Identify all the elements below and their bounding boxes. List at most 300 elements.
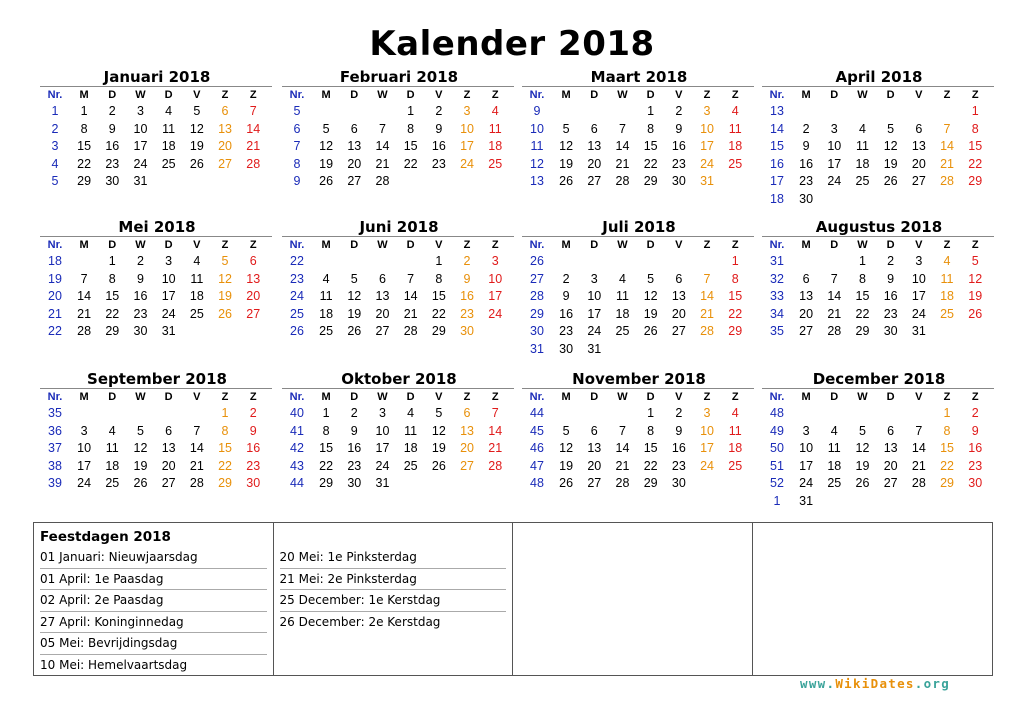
day-cell: 1 <box>322 406 330 421</box>
day-cell: 12 <box>968 271 983 286</box>
week-number: 24 <box>290 289 304 304</box>
day-cell: 25 <box>403 458 418 473</box>
weekday-header: D <box>108 88 117 101</box>
week-number: 1 <box>773 493 781 508</box>
day-cell: 29 <box>968 174 983 189</box>
day-cell: 8 <box>943 423 951 438</box>
weekday-header: W <box>857 238 868 251</box>
day-cell: 18 <box>161 139 176 154</box>
day-cell: 27 <box>587 174 602 189</box>
day-cell: 23 <box>133 306 148 321</box>
day-cell: 25 <box>728 458 743 473</box>
day-cell: 17 <box>799 458 814 473</box>
week-number: 29 <box>530 306 544 321</box>
holidays-column-2 <box>274 523 514 675</box>
weekday-header: W <box>377 390 388 403</box>
week-number: 10 <box>530 121 544 136</box>
day-cell: 7 <box>943 121 951 136</box>
week-row <box>762 323 994 341</box>
day-cell: 21 <box>189 458 204 473</box>
week-number: 35 <box>48 406 62 421</box>
weekday-header: D <box>350 88 359 101</box>
weekday-header: V <box>675 238 683 251</box>
day-cell: 9 <box>675 121 683 136</box>
weekday-header: Z <box>943 390 951 403</box>
day-cell: 3 <box>378 406 386 421</box>
day-cell: 26 <box>559 476 574 491</box>
day-cell: 17 <box>911 289 926 304</box>
day-cell: 27 <box>161 476 176 491</box>
day-cell: 11 <box>488 121 502 136</box>
week-number: 9 <box>533 104 541 119</box>
day-cell: 18 <box>189 289 204 304</box>
weekday-header: V <box>915 238 923 251</box>
week-row <box>282 103 514 121</box>
month-grid <box>522 236 754 358</box>
day-cell: 15 <box>431 289 446 304</box>
day-cell: 3 <box>703 104 711 119</box>
day-cell: 19 <box>883 156 898 171</box>
month-grid <box>282 388 514 493</box>
weekday-header: V <box>915 390 923 403</box>
month-block <box>522 68 750 191</box>
day-cell: 11 <box>827 441 841 456</box>
day-cell: 18 <box>827 458 842 473</box>
day-cell: 5 <box>193 104 201 119</box>
day-cell: 30 <box>968 476 983 491</box>
week-row <box>522 121 754 139</box>
month-title: Juli 2018 <box>602 218 676 236</box>
day-cell: 15 <box>77 139 92 154</box>
week-row <box>282 405 514 423</box>
day-cell: 7 <box>703 271 711 286</box>
day-cell: 15 <box>403 139 418 154</box>
day-cell: 13 <box>587 441 602 456</box>
week-number: 27 <box>530 271 544 286</box>
day-cell: 16 <box>559 306 574 321</box>
month-title: November 2018 <box>572 370 706 388</box>
weekday-header: M <box>79 238 89 251</box>
day-cell: 29 <box>728 324 743 339</box>
day-cell: 18 <box>728 139 743 154</box>
weekday-header-row <box>282 237 514 253</box>
day-cell: 29 <box>218 476 232 491</box>
day-cell: 16 <box>671 139 686 154</box>
week-number: 32 <box>770 271 784 286</box>
day-cell: 28 <box>246 156 261 171</box>
day-cell: 21 <box>246 139 261 154</box>
day-cell: 28 <box>700 324 714 339</box>
month-block <box>40 68 268 191</box>
weekday-header: D <box>164 238 173 251</box>
website-prefix: www. <box>800 676 836 691</box>
day-cell: 6 <box>887 423 895 438</box>
weekday-header: D <box>886 390 895 403</box>
week-number-header: Nr. <box>769 390 785 403</box>
week-number: 46 <box>530 441 544 456</box>
day-cell: 22 <box>105 306 120 321</box>
day-cell: 26 <box>968 306 983 321</box>
day-cell: 3 <box>915 254 923 269</box>
week-row <box>40 323 272 341</box>
month-grid <box>40 86 272 191</box>
week-number: 47 <box>530 458 544 473</box>
day-cell: 23 <box>671 156 686 171</box>
day-cell: 13 <box>161 441 176 456</box>
day-cell: 28 <box>488 458 503 473</box>
day-cell: 23 <box>968 458 983 473</box>
day-cell: 29 <box>105 324 120 339</box>
day-cell: 2 <box>971 406 979 421</box>
month-block <box>40 218 268 341</box>
week-row <box>522 458 754 476</box>
week-row <box>762 173 994 191</box>
weekday-header: D <box>406 238 415 251</box>
day-cell: 31 <box>587 341 602 356</box>
day-cell: 10 <box>587 289 602 304</box>
week-row <box>522 306 754 324</box>
day-cell: 21 <box>911 458 926 473</box>
day-cell: 28 <box>403 324 418 339</box>
week-number: 31 <box>770 254 784 269</box>
weekday-header: Z <box>249 238 257 251</box>
weekday-header-row <box>282 389 514 405</box>
week-row <box>522 253 754 271</box>
day-cell: 4 <box>830 423 838 438</box>
day-cell: 9 <box>136 271 144 286</box>
day-cell: 4 <box>491 104 499 119</box>
day-cell: 21 <box>827 306 842 321</box>
week-number: 26 <box>530 254 544 269</box>
day-cell: 6 <box>249 254 257 269</box>
day-cell: 20 <box>375 306 390 321</box>
weekday-header: M <box>801 390 811 403</box>
month-title: Augustus 2018 <box>815 218 943 236</box>
day-cell: 20 <box>460 441 474 456</box>
day-cell: 30 <box>246 476 261 491</box>
weekday-header: Z <box>249 88 257 101</box>
day-cell: 22 <box>643 458 658 473</box>
day-cell: 4 <box>165 104 173 119</box>
month-title: Maart 2018 <box>590 68 688 86</box>
month-title: Juni 2018 <box>359 218 439 236</box>
weekday-header: V <box>193 88 201 101</box>
weekday-header: D <box>590 390 599 403</box>
day-cell: 1 <box>858 254 866 269</box>
week-row <box>522 173 754 191</box>
month-grid <box>40 236 272 341</box>
day-cell: 25 <box>161 156 176 171</box>
day-cell: 17 <box>375 441 390 456</box>
week-number: 18 <box>48 254 62 269</box>
day-cell: 27 <box>911 174 926 189</box>
week-row <box>522 156 754 174</box>
holidays-table <box>33 522 993 676</box>
day-cell: 15 <box>855 289 870 304</box>
week-number-header: Nr. <box>47 390 63 403</box>
day-cell: 13 <box>460 423 474 438</box>
website-link[interactable] <box>800 676 950 691</box>
day-cell: 12 <box>347 289 362 304</box>
day-cell: 1 <box>731 254 739 269</box>
day-cell: 9 <box>350 423 358 438</box>
week-number-header: Nr. <box>529 88 545 101</box>
week-row <box>762 156 994 174</box>
week-row <box>40 103 272 121</box>
week-row <box>762 475 994 493</box>
day-cell: 18 <box>105 458 120 473</box>
day-cell: 21 <box>77 306 92 321</box>
day-cell: 9 <box>435 121 443 136</box>
week-row <box>762 103 994 121</box>
day-cell: 1 <box>435 254 443 269</box>
weekday-header: V <box>193 238 201 251</box>
weekday-header: D <box>646 390 655 403</box>
week-row <box>40 405 272 423</box>
day-cell: 18 <box>319 306 334 321</box>
weekday-header: V <box>915 88 923 101</box>
day-cell: 26 <box>883 174 898 189</box>
day-cell: 28 <box>615 476 630 491</box>
day-cell: 16 <box>671 441 686 456</box>
day-cell: 15 <box>319 441 334 456</box>
day-cell: 22 <box>77 156 92 171</box>
day-cell: 25 <box>105 476 120 491</box>
day-cell: 28 <box>827 324 842 339</box>
weekday-header: Z <box>491 238 499 251</box>
weekday-header: Z <box>731 238 739 251</box>
holiday-item: 01 Januari: Nieuwjaarsdag <box>40 547 267 569</box>
week-number: 1 <box>51 104 59 119</box>
weekday-header: D <box>164 88 173 101</box>
holidays-column-1 <box>34 523 274 675</box>
week-number: 16 <box>770 156 784 171</box>
day-cell: 16 <box>133 289 148 304</box>
week-row <box>282 306 514 324</box>
day-cell: 12 <box>559 441 574 456</box>
weekday-header: D <box>350 390 359 403</box>
week-row <box>282 121 514 139</box>
day-cell: 6 <box>802 271 810 286</box>
day-cell: 1 <box>971 104 979 119</box>
weekday-header: W <box>857 390 868 403</box>
weekday-header: D <box>590 238 599 251</box>
week-row <box>282 173 514 191</box>
day-cell: 5 <box>562 121 570 136</box>
week-number: 12 <box>530 156 544 171</box>
day-cell: 19 <box>347 306 362 321</box>
week-number-header: Nr. <box>289 390 305 403</box>
day-cell: 7 <box>830 271 838 286</box>
weekday-header: D <box>830 88 839 101</box>
day-cell: 15 <box>940 441 954 456</box>
day-cell: 4 <box>731 406 739 421</box>
month-title: September 2018 <box>87 370 227 388</box>
day-cell: 31 <box>799 493 814 508</box>
day-cell: 5 <box>435 406 443 421</box>
weekday-header: Z <box>943 88 951 101</box>
week-row <box>522 271 754 289</box>
day-cell: 23 <box>671 458 686 473</box>
month-title: Oktober 2018 <box>341 370 457 388</box>
holidays-column-4 <box>753 523 993 675</box>
day-cell: 14 <box>403 289 418 304</box>
month-grid <box>762 86 994 208</box>
day-cell: 18 <box>940 289 954 304</box>
week-number: 28 <box>530 289 544 304</box>
day-cell: 20 <box>799 306 814 321</box>
holiday-item: 20 Mei: 1e Pinksterdag <box>280 547 507 569</box>
week-row <box>282 288 514 306</box>
week-row <box>762 306 994 324</box>
week-row <box>762 493 994 511</box>
day-cell: 1 <box>943 406 951 421</box>
day-cell: 7 <box>915 423 923 438</box>
day-cell: 26 <box>559 174 574 189</box>
week-row <box>762 423 994 441</box>
month-grid <box>282 236 514 341</box>
day-cell: 13 <box>218 121 232 136</box>
day-cell: 14 <box>77 289 92 304</box>
week-row <box>282 440 514 458</box>
weekday-header-row <box>522 389 754 405</box>
week-row <box>762 440 994 458</box>
weekday-header: D <box>646 88 655 101</box>
day-cell: 29 <box>643 476 658 491</box>
day-cell: 9 <box>802 139 810 154</box>
month-block <box>282 68 510 191</box>
day-cell: 5 <box>221 254 229 269</box>
holiday-item: 27 April: Koninginnedag <box>40 612 267 634</box>
day-cell: 30 <box>671 476 686 491</box>
weekday-header-row <box>762 237 994 253</box>
day-cell: 18 <box>403 441 418 456</box>
day-cell: 30 <box>883 324 898 339</box>
day-cell: 15 <box>643 139 658 154</box>
week-row <box>762 121 994 139</box>
weekday-header: M <box>561 88 571 101</box>
weekday-header: W <box>617 390 628 403</box>
week-number: 44 <box>530 406 544 421</box>
month-grid <box>522 86 754 191</box>
weekday-header: M <box>79 390 89 403</box>
day-cell: 8 <box>407 121 415 136</box>
day-cell: 16 <box>799 156 814 171</box>
holiday-item: 26 December: 2e Kerstdag <box>279 614 441 629</box>
week-row <box>762 288 994 306</box>
holiday-item: 10 Mei: Hemelvaartsdag <box>40 657 188 672</box>
day-cell: 27 <box>246 306 261 321</box>
weekday-header: Z <box>491 390 499 403</box>
day-cell: 4 <box>943 254 951 269</box>
day-cell: 19 <box>855 458 870 473</box>
day-cell: 20 <box>883 458 898 473</box>
weekday-header: D <box>590 88 599 101</box>
day-cell: 5 <box>562 423 570 438</box>
day-cell: 22 <box>728 306 743 321</box>
week-row <box>40 458 272 476</box>
day-cell: 16 <box>347 441 362 456</box>
week-row <box>282 458 514 476</box>
weekday-header-row <box>40 389 272 405</box>
day-cell: 16 <box>460 289 474 304</box>
day-cell: 14 <box>911 441 926 456</box>
day-cell: 8 <box>858 271 866 286</box>
day-cell: 19 <box>133 458 148 473</box>
week-row <box>40 271 272 289</box>
day-cell: 30 <box>105 174 120 189</box>
day-cell: 29 <box>431 324 446 339</box>
weekday-header: D <box>350 238 359 251</box>
day-cell: 22 <box>940 458 954 473</box>
day-cell: 16 <box>968 441 983 456</box>
day-cell: 23 <box>559 324 574 339</box>
day-cell: 24 <box>587 324 602 339</box>
week-number: 45 <box>530 423 544 438</box>
day-cell: 14 <box>615 441 630 456</box>
day-cell: 12 <box>189 121 204 136</box>
day-cell: 4 <box>193 254 201 269</box>
week-row <box>40 156 272 174</box>
day-cell: 7 <box>618 121 626 136</box>
day-cell: 23 <box>246 458 261 473</box>
week-number: 50 <box>770 441 784 456</box>
month-title: December 2018 <box>812 370 946 388</box>
day-cell: 8 <box>647 121 655 136</box>
day-cell: 17 <box>488 289 503 304</box>
week-number-header: Nr. <box>47 238 63 251</box>
day-cell: 21 <box>615 458 630 473</box>
day-cell: 4 <box>858 121 866 136</box>
day-cell: 7 <box>249 104 257 119</box>
week-number: 5 <box>51 174 59 189</box>
weekday-header: V <box>675 390 683 403</box>
day-cell: 25 <box>488 156 503 171</box>
day-cell: 31 <box>700 174 714 189</box>
day-cell: 29 <box>77 174 92 189</box>
day-cell: 6 <box>221 104 229 119</box>
day-cell: 3 <box>590 271 598 286</box>
day-cell: 10 <box>700 121 714 136</box>
day-cell: 17 <box>587 306 602 321</box>
day-cell: 18 <box>855 156 870 171</box>
month-title: Mei 2018 <box>118 218 196 236</box>
weekday-header-row <box>522 87 754 103</box>
day-cell: 16 <box>105 139 120 154</box>
day-cell: 2 <box>108 104 116 119</box>
week-number: 31 <box>530 341 544 356</box>
day-cell: 19 <box>218 289 232 304</box>
day-cell: 9 <box>887 271 895 286</box>
weekday-header: M <box>561 238 571 251</box>
day-cell: 10 <box>799 441 814 456</box>
month-block <box>522 370 750 493</box>
day-cell: 14 <box>246 121 261 136</box>
day-cell: 20 <box>671 306 686 321</box>
day-cell: 18 <box>488 139 503 154</box>
day-cell: 20 <box>246 289 261 304</box>
day-cell: 23 <box>347 458 362 473</box>
week-number: 48 <box>530 476 544 491</box>
day-cell: 29 <box>855 324 870 339</box>
day-cell: 19 <box>559 156 574 171</box>
day-cell: 13 <box>883 441 898 456</box>
day-cell: 13 <box>375 289 390 304</box>
holidays-column-3 <box>513 523 753 675</box>
month-block <box>762 68 990 208</box>
day-cell: 5 <box>647 271 655 286</box>
day-cell: 7 <box>618 423 626 438</box>
